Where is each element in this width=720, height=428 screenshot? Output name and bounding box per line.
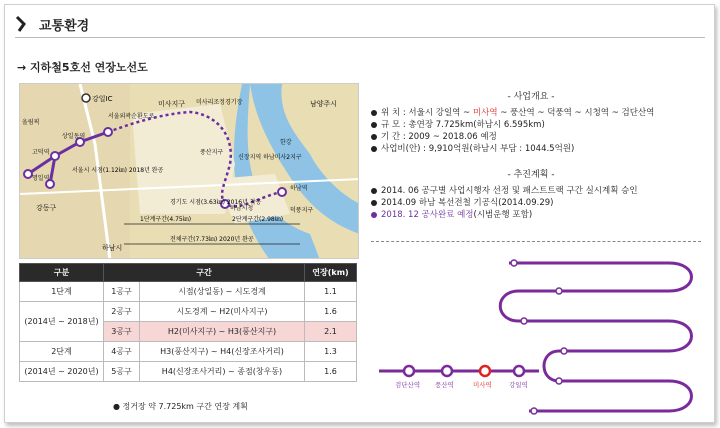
overview-item: 위 치 : 서울시 강일역 ~ 미사역 ~ 풍산역 ~ 덕풍역 ~ 시청역 ~ 검단산역 xyxy=(371,107,654,119)
map-label-gangil-ic: 강일IC xyxy=(92,95,113,103)
table-row xyxy=(20,302,357,322)
stage-period: (2014년 ~ 2020년) xyxy=(20,362,104,382)
route-diagram xyxy=(369,251,709,421)
length-cell: 1.1 xyxy=(305,282,357,302)
station-label: 미사역 xyxy=(473,381,492,389)
plan-item: 2014. 06 공구별 사업시행자 선정 및 패스트트랙 구간 실시계획 승인 xyxy=(371,185,638,197)
table-row xyxy=(20,282,357,302)
station-dot xyxy=(480,366,490,376)
route-map xyxy=(19,83,359,259)
station-marker xyxy=(51,152,59,160)
table-header: 연장(km) xyxy=(305,264,357,282)
route-cell: 시도경계 ~ H2(미사지구) xyxy=(140,302,305,322)
page-frame xyxy=(4,4,715,423)
map-label-total: 전체구간(7.73㎞) 2020년 완공 xyxy=(170,236,254,243)
section-header xyxy=(15,13,89,35)
route-dots xyxy=(511,260,567,414)
station-label: 검단산역 xyxy=(395,381,421,389)
plan-item: 2014.09 하남 복선전철 기공식(2014.09.29) xyxy=(371,197,638,209)
section-table xyxy=(19,263,357,382)
route-cell: H3(풍산지구) ~ H4(신장조사거리) xyxy=(140,342,305,362)
table-header: 구간 xyxy=(104,264,305,282)
route-cell: H4(신장조사거리) ~ 종점(창우동) xyxy=(140,362,305,382)
section-divider xyxy=(371,241,701,242)
map-label-gangdonggu: 강동구 xyxy=(36,204,57,212)
station-dot xyxy=(442,366,452,376)
map-label-myeongil: 명일역 xyxy=(32,175,50,182)
section-marker-icon xyxy=(15,15,33,33)
overview-item: 사업비(안) : 9,910억원(하남시 부담 : 1044.5억원) xyxy=(371,143,654,155)
map-label-godeok: 고덕역 xyxy=(32,149,50,156)
map-label-seoul-border: 서울시 시점(1.12㎞) 2018년 완공 xyxy=(72,167,164,174)
stage-period: (2014년 ~ 2018년) xyxy=(20,302,104,342)
overview-title: - 사업개요 - xyxy=(507,92,555,102)
section-cell: 4공구 xyxy=(104,342,140,362)
map-label-namyangju: 남양주시 xyxy=(310,100,338,108)
length-cell: 1.6 xyxy=(305,302,357,322)
plan-item-highlight: 2018. 12 공사완료 예정(시범운행 포함) xyxy=(371,209,638,221)
table-note: ● 정거장 약 7.725km 구간 연장 계획 xyxy=(113,402,248,411)
map-subtitle: → 지하철5호선 연장노선도 xyxy=(17,61,148,74)
station-label: 강일역 xyxy=(509,381,528,389)
map-label-sinjang: 신장지역 하남미사2지구 xyxy=(238,154,302,161)
station-dot xyxy=(514,366,524,376)
header-divider xyxy=(15,37,705,38)
map-label-hanam-station: 하남역 xyxy=(290,185,308,192)
map-label-misa-park: 미사리조정경기장 xyxy=(196,99,243,106)
station-dot xyxy=(404,366,414,376)
section-cell: 1공구 xyxy=(104,282,140,302)
section-cell: 3공구 xyxy=(104,322,140,342)
route-cell: 시점(상일동) ~ 시도경계 xyxy=(140,282,305,302)
map-label-seoul-ring: 서울외곽순환도로 xyxy=(108,113,155,120)
overview-item: 규 모 : 총연장 7.725km(하남시 6.595km) xyxy=(371,119,654,131)
station-label: 풍산역 xyxy=(435,381,454,389)
section-cell: 2공구 xyxy=(104,302,140,322)
map-label-deokpung: 덕풍지구 xyxy=(290,207,314,214)
length-cell: 1.3 xyxy=(305,342,357,362)
station-marker xyxy=(82,94,90,102)
length-cell: 2.1 xyxy=(305,322,357,342)
length-cell: 1.6 xyxy=(305,362,357,382)
table-row xyxy=(20,342,357,362)
overview-item: 기 간 : 2009 ~ 2018.06 예정 xyxy=(371,131,654,143)
table-header: 구분 xyxy=(20,264,104,282)
map-label-sangil: 상일동역 xyxy=(62,133,86,140)
overview-list xyxy=(371,107,654,155)
map-label-misa: 미사지구 xyxy=(158,100,186,108)
station-marker xyxy=(104,128,112,136)
stage-label: 2단계 xyxy=(20,342,104,362)
station-marker xyxy=(278,188,286,196)
plan-list xyxy=(371,185,638,221)
map-label-gyeonggi-border: 경기도 시점(3.63㎞) 2016년 착공 xyxy=(170,199,262,206)
map-label-phase2: 2단계구간(2.98㎞) xyxy=(232,216,284,223)
page-title: 교통환경 xyxy=(39,18,90,34)
plan-title: - 추진계획 - xyxy=(507,170,555,180)
table-row xyxy=(20,362,357,382)
route-cell: H2(미사지구) ~ H3(풍산지구) xyxy=(140,322,305,342)
stage-label: 1단계 xyxy=(20,282,104,302)
map-label-phase1: 1단계구간(4.75㎞) xyxy=(140,216,192,223)
map-label-city-hall: 하남시청 xyxy=(230,205,254,212)
station-marker xyxy=(24,170,32,178)
map-label-hanamsi: 하남시 xyxy=(102,244,123,252)
section-cell: 5공구 xyxy=(104,362,140,382)
map-label-hangang: 한강 xyxy=(280,139,292,146)
map-label-pungsan: 풍산지구 xyxy=(200,149,224,156)
map-label-olympic: 올림픽 xyxy=(22,119,40,126)
